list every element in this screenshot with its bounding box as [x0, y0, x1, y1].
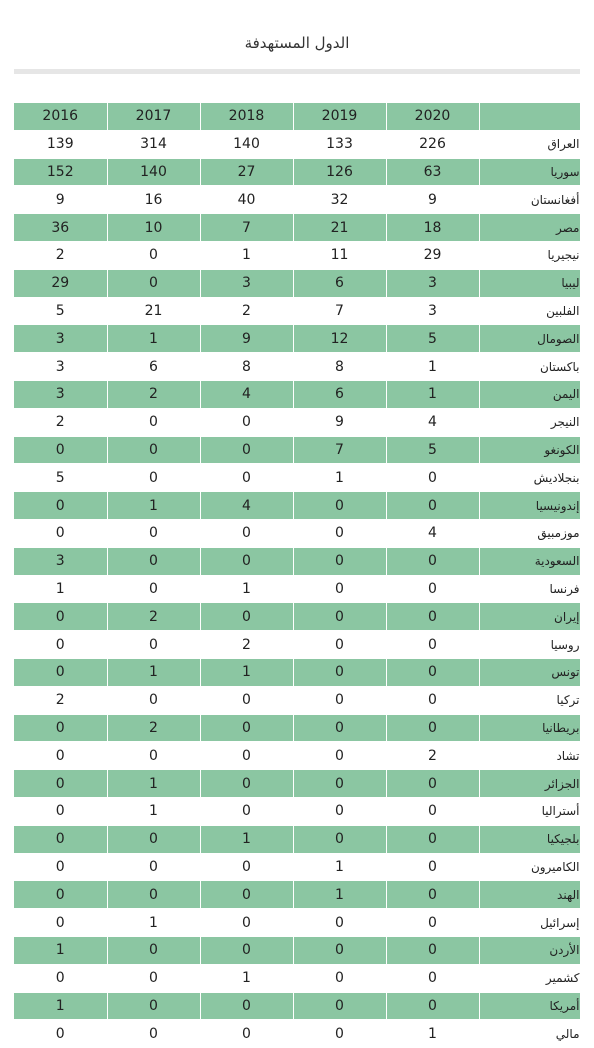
- country-name: مالي: [555, 1026, 580, 1041]
- value-cell-2017: 0: [107, 241, 200, 269]
- title-divider: [14, 69, 580, 74]
- value-cell-2018: 2: [200, 631, 293, 659]
- country-name: أستراليا: [541, 804, 580, 819]
- table-row: [14, 853, 580, 881]
- value-cell-2016: 0: [14, 825, 107, 853]
- country-name: الهند: [557, 887, 580, 902]
- value-cell-2020: 0: [386, 603, 479, 631]
- table-row: [14, 297, 580, 325]
- targeted-countries-table: [14, 103, 581, 1048]
- value-cell-2020: 29: [386, 241, 479, 269]
- value-cell-2019: 7: [293, 436, 386, 464]
- value-cell-2017: 0: [107, 853, 200, 881]
- value-cell-2016: 29: [14, 269, 107, 297]
- value-cell-2016: 0: [14, 797, 107, 825]
- value-cell-2016: 2: [14, 686, 107, 714]
- value-cell-2020: 0: [386, 631, 479, 659]
- value-cell-2017: 21: [107, 297, 200, 325]
- value-cell-2016: 0: [14, 881, 107, 909]
- country-cell: [479, 686, 580, 714]
- country-cell: [479, 269, 580, 297]
- value-cell-2018: 0: [200, 686, 293, 714]
- value-cell-2019: 0: [293, 547, 386, 575]
- value-cell-2016: 1: [14, 575, 107, 603]
- value-cell-2019: 0: [293, 686, 386, 714]
- table-row: [14, 909, 580, 937]
- country-name: إندونيسيا: [535, 498, 580, 513]
- value-cell-2020: 1: [386, 380, 479, 408]
- value-cell-2018: 140: [200, 130, 293, 158]
- value-cell-2017: 1: [107, 909, 200, 937]
- value-cell-2016: 3: [14, 380, 107, 408]
- country-name: موزمبيق: [537, 526, 580, 541]
- value-cell-2018: 0: [200, 936, 293, 964]
- country-cell: [479, 241, 580, 269]
- table-row: [14, 519, 580, 547]
- value-cell-2019: 0: [293, 575, 386, 603]
- country-cell: [479, 297, 580, 325]
- value-cell-2016: 0: [14, 631, 107, 659]
- table-row: [14, 686, 580, 714]
- value-cell-2020: 9: [386, 186, 479, 214]
- value-cell-2018: 0: [200, 714, 293, 742]
- value-cell-2016: 0: [14, 492, 107, 520]
- table-row: [14, 408, 580, 436]
- country-cell: [479, 158, 580, 186]
- country-cell: [479, 186, 580, 214]
- table-row: [14, 464, 580, 492]
- value-cell-2019: 7: [293, 297, 386, 325]
- country-name: تونس: [551, 665, 580, 680]
- value-cell-2019: 0: [293, 797, 386, 825]
- value-cell-2019: 0: [293, 936, 386, 964]
- value-cell-2017: 6: [107, 353, 200, 381]
- country-name: روسيا: [550, 637, 580, 652]
- value-cell-2018: 0: [200, 436, 293, 464]
- country-cell: [479, 547, 580, 575]
- value-cell-2016: 0: [14, 1020, 107, 1048]
- value-cell-2017: 0: [107, 408, 200, 436]
- value-cell-2018: 0: [200, 770, 293, 798]
- country-cell: [479, 603, 580, 631]
- country-name: نيجيريا: [547, 248, 580, 263]
- table-row: [14, 186, 580, 214]
- value-cell-2017: 0: [107, 881, 200, 909]
- country-cell: [479, 436, 580, 464]
- value-cell-2016: 0: [14, 714, 107, 742]
- value-cell-2017: 0: [107, 992, 200, 1020]
- value-cell-2016: 0: [14, 436, 107, 464]
- value-cell-2016: 0: [14, 770, 107, 798]
- value-cell-2017: 0: [107, 1020, 200, 1048]
- value-cell-2020: 4: [386, 519, 479, 547]
- value-cell-2016: 1: [14, 936, 107, 964]
- value-cell-2020: 5: [386, 436, 479, 464]
- value-cell-2020: 0: [386, 686, 479, 714]
- country-name: اليمن: [552, 387, 580, 402]
- value-cell-2017: 0: [107, 575, 200, 603]
- value-cell-2020: 0: [386, 714, 479, 742]
- value-cell-2017: 1: [107, 797, 200, 825]
- value-cell-2020: 0: [386, 853, 479, 881]
- value-cell-2016: 0: [14, 658, 107, 686]
- value-cell-2017: 140: [107, 158, 200, 186]
- value-cell-2017: 0: [107, 269, 200, 297]
- value-cell-2018: 3: [200, 269, 293, 297]
- country-cell: [479, 519, 580, 547]
- value-cell-2018: 0: [200, 603, 293, 631]
- value-cell-2020: 1: [386, 1020, 479, 1048]
- table-row: [14, 214, 580, 242]
- value-cell-2019: 1: [293, 881, 386, 909]
- table-row: [14, 936, 580, 964]
- table-row: [14, 797, 580, 825]
- value-cell-2018: 0: [200, 881, 293, 909]
- value-cell-2018: 1: [200, 575, 293, 603]
- header-year-2016: 2016: [14, 103, 107, 130]
- value-cell-2018: 0: [200, 547, 293, 575]
- value-cell-2019: 6: [293, 380, 386, 408]
- value-cell-2020: 4: [386, 408, 479, 436]
- table-row: [14, 353, 580, 381]
- table-row: [14, 241, 580, 269]
- table-header-row: [14, 103, 580, 130]
- country-name: الجزائر: [544, 776, 580, 791]
- value-cell-2016: 2: [14, 241, 107, 269]
- country-name: باكستان: [539, 359, 580, 374]
- value-cell-2016: 0: [14, 909, 107, 937]
- value-cell-2018: 0: [200, 909, 293, 937]
- value-cell-2019: 9: [293, 408, 386, 436]
- value-cell-2020: 3: [386, 297, 479, 325]
- country-name: كشمير: [545, 971, 580, 986]
- value-cell-2020: 0: [386, 909, 479, 937]
- value-cell-2017: 2: [107, 714, 200, 742]
- country-cell: [479, 936, 580, 964]
- value-cell-2016: 3: [14, 325, 107, 353]
- value-cell-2018: 1: [200, 964, 293, 992]
- value-cell-2020: 63: [386, 158, 479, 186]
- value-cell-2020: 0: [386, 964, 479, 992]
- table-row: [14, 325, 580, 353]
- value-cell-2018: 2: [200, 297, 293, 325]
- value-cell-2016: 36: [14, 214, 107, 242]
- value-cell-2020: 0: [386, 825, 479, 853]
- country-name: بنجلاديش: [533, 470, 580, 485]
- value-cell-2019: 0: [293, 714, 386, 742]
- country-cell: [479, 575, 580, 603]
- country-name: العراق: [547, 137, 580, 152]
- value-cell-2020: 0: [386, 492, 479, 520]
- country-cell: [479, 881, 580, 909]
- value-cell-2018: 1: [200, 825, 293, 853]
- value-cell-2019: 11: [293, 241, 386, 269]
- country-cell: [479, 658, 580, 686]
- value-cell-2019: 0: [293, 631, 386, 659]
- value-cell-2017: 1: [107, 492, 200, 520]
- value-cell-2017: 314: [107, 130, 200, 158]
- value-cell-2018: 0: [200, 519, 293, 547]
- country-cell: [479, 130, 580, 158]
- value-cell-2016: 0: [14, 742, 107, 770]
- value-cell-2020: 0: [386, 881, 479, 909]
- country-cell: [479, 408, 580, 436]
- value-cell-2017: 1: [107, 658, 200, 686]
- country-name: مصر: [556, 220, 580, 235]
- country-name: فرنسا: [549, 581, 580, 596]
- value-cell-2016: 0: [14, 964, 107, 992]
- value-cell-2019: 0: [293, 603, 386, 631]
- table-row: [14, 492, 580, 520]
- country-name: بلجيكيا: [546, 832, 580, 847]
- value-cell-2020: 0: [386, 547, 479, 575]
- table-row: [14, 436, 580, 464]
- value-cell-2020: 18: [386, 214, 479, 242]
- value-cell-2016: 5: [14, 464, 107, 492]
- value-cell-2017: 0: [107, 547, 200, 575]
- value-cell-2017: 0: [107, 936, 200, 964]
- value-cell-2020: 0: [386, 464, 479, 492]
- table-row: [14, 380, 580, 408]
- header-year-2019: 2019: [293, 103, 386, 130]
- value-cell-2019: 1: [293, 464, 386, 492]
- value-cell-2016: 139: [14, 130, 107, 158]
- country-name: الكاميرون: [530, 859, 580, 874]
- value-cell-2016: 3: [14, 353, 107, 381]
- country-cell: [479, 909, 580, 937]
- value-cell-2017: 0: [107, 686, 200, 714]
- value-cell-2020: 0: [386, 992, 479, 1020]
- country-cell: [479, 353, 580, 381]
- value-cell-2019: 21: [293, 214, 386, 242]
- table-row: [14, 575, 580, 603]
- table-row: [14, 158, 580, 186]
- country-cell: [479, 714, 580, 742]
- country-name: الصومال: [537, 331, 580, 346]
- value-cell-2017: 10: [107, 214, 200, 242]
- country-name: بريطانيا: [542, 720, 580, 735]
- country-cell: [479, 964, 580, 992]
- value-cell-2017: 0: [107, 742, 200, 770]
- value-cell-2018: 0: [200, 1020, 293, 1048]
- table-row: [14, 547, 580, 575]
- value-cell-2017: 2: [107, 603, 200, 631]
- value-cell-2018: 1: [200, 658, 293, 686]
- value-cell-2020: 0: [386, 936, 479, 964]
- value-cell-2018: 8: [200, 353, 293, 381]
- value-cell-2018: 0: [200, 408, 293, 436]
- value-cell-2016: 3: [14, 547, 107, 575]
- value-cell-2018: 4: [200, 492, 293, 520]
- country-name: ليبيا: [561, 276, 580, 291]
- country-cell: [479, 825, 580, 853]
- country-cell: [479, 380, 580, 408]
- value-cell-2016: 0: [14, 519, 107, 547]
- value-cell-2018: 27: [200, 158, 293, 186]
- value-cell-2019: 0: [293, 658, 386, 686]
- value-cell-2016: 152: [14, 158, 107, 186]
- table-row: [14, 603, 580, 631]
- value-cell-2017: 16: [107, 186, 200, 214]
- value-cell-2019: 0: [293, 1020, 386, 1048]
- value-cell-2019: 0: [293, 519, 386, 547]
- value-cell-2017: 0: [107, 436, 200, 464]
- country-name: تشاد: [556, 748, 580, 763]
- page-title: الدول المستهدفة: [244, 34, 350, 52]
- value-cell-2018: 0: [200, 742, 293, 770]
- country-name: الأردن: [549, 943, 580, 958]
- country-cell: [479, 492, 580, 520]
- table-row: [14, 714, 580, 742]
- value-cell-2018: 0: [200, 992, 293, 1020]
- value-cell-2018: 7: [200, 214, 293, 242]
- value-cell-2019: 0: [293, 492, 386, 520]
- table-row: [14, 964, 580, 992]
- value-cell-2018: 0: [200, 797, 293, 825]
- table-row: [14, 742, 580, 770]
- country-name: السعودية: [534, 554, 580, 569]
- table-row: [14, 881, 580, 909]
- value-cell-2016: 0: [14, 603, 107, 631]
- value-cell-2019: 0: [293, 825, 386, 853]
- value-cell-2020: 5: [386, 325, 479, 353]
- table-row: [14, 825, 580, 853]
- value-cell-2019: 0: [293, 770, 386, 798]
- country-name: أمريكا: [549, 998, 580, 1013]
- country-cell: [479, 631, 580, 659]
- value-cell-2019: 6: [293, 269, 386, 297]
- country-cell: [479, 797, 580, 825]
- value-cell-2019: 0: [293, 742, 386, 770]
- header-year-2020: 2020: [386, 103, 479, 130]
- value-cell-2018: 9: [200, 325, 293, 353]
- country-cell: [479, 992, 580, 1020]
- value-cell-2016: 5: [14, 297, 107, 325]
- value-cell-2018: 40: [200, 186, 293, 214]
- country-name: النيجر: [550, 415, 580, 430]
- table-body: [14, 130, 580, 1047]
- value-cell-2016: 1: [14, 992, 107, 1020]
- value-cell-2019: 12: [293, 325, 386, 353]
- country-name: تركيا: [556, 693, 580, 708]
- table-row: [14, 1020, 580, 1048]
- table-row: [14, 992, 580, 1020]
- value-cell-2016: 2: [14, 408, 107, 436]
- value-cell-2018: 0: [200, 853, 293, 881]
- value-cell-2020: 1: [386, 353, 479, 381]
- table-row: [14, 631, 580, 659]
- header-year-2017: 2017: [107, 103, 200, 130]
- value-cell-2019: 126: [293, 158, 386, 186]
- value-cell-2020: 226: [386, 130, 479, 158]
- value-cell-2018: 1: [200, 241, 293, 269]
- value-cell-2020: 0: [386, 770, 479, 798]
- table-row: [14, 269, 580, 297]
- header-country: [479, 103, 580, 130]
- value-cell-2020: 0: [386, 575, 479, 603]
- table-row: [14, 770, 580, 798]
- value-cell-2017: 0: [107, 825, 200, 853]
- country-cell: [479, 742, 580, 770]
- value-cell-2020: 2: [386, 742, 479, 770]
- value-cell-2017: 1: [107, 325, 200, 353]
- country-cell: [479, 214, 580, 242]
- value-cell-2019: 1: [293, 853, 386, 881]
- country-name: الفلبين: [546, 303, 580, 318]
- value-cell-2017: 0: [107, 631, 200, 659]
- value-cell-2020: 0: [386, 658, 479, 686]
- country-cell: [479, 853, 580, 881]
- header-year-2018: 2018: [200, 103, 293, 130]
- country-name: سوريا: [550, 164, 580, 179]
- value-cell-2017: 1: [107, 770, 200, 798]
- country-name: إيران: [554, 609, 580, 624]
- country-name: الكونغو: [544, 442, 580, 457]
- table-row: [14, 658, 580, 686]
- value-cell-2019: 0: [293, 909, 386, 937]
- value-cell-2017: 0: [107, 464, 200, 492]
- value-cell-2019: 32: [293, 186, 386, 214]
- value-cell-2018: 0: [200, 464, 293, 492]
- value-cell-2019: 133: [293, 130, 386, 158]
- country-cell: [479, 464, 580, 492]
- country-cell: [479, 1020, 580, 1048]
- value-cell-2019: 0: [293, 964, 386, 992]
- value-cell-2017: 2: [107, 380, 200, 408]
- country-name: أفغانستان: [530, 192, 580, 207]
- value-cell-2016: 0: [14, 853, 107, 881]
- table-row: [14, 130, 580, 158]
- value-cell-2017: 0: [107, 519, 200, 547]
- value-cell-2020: 0: [386, 797, 479, 825]
- value-cell-2019: 0: [293, 992, 386, 1020]
- value-cell-2018: 4: [200, 380, 293, 408]
- country-cell: [479, 325, 580, 353]
- country-cell: [479, 770, 580, 798]
- value-cell-2017: 0: [107, 964, 200, 992]
- value-cell-2019: 8: [293, 353, 386, 381]
- country-name: إسرائيل: [540, 915, 580, 930]
- value-cell-2020: 3: [386, 269, 479, 297]
- value-cell-2016: 9: [14, 186, 107, 214]
